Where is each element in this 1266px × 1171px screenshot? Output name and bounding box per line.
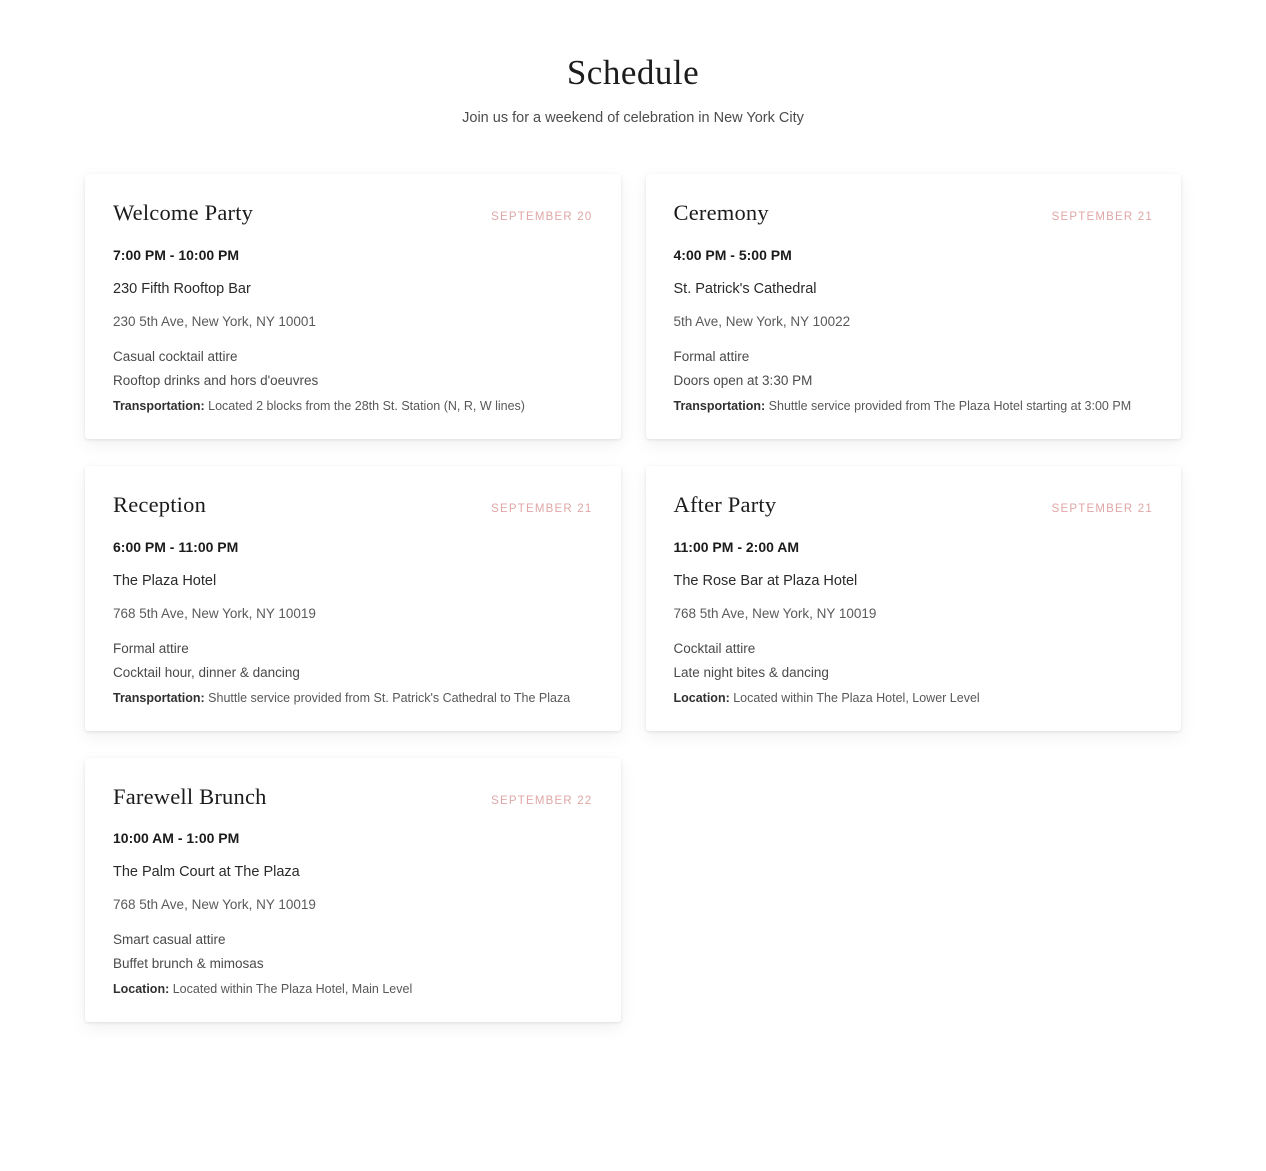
event-note-text: Shuttle service provided from St. Patrick's Cathedral to The Plaza <box>208 690 571 705</box>
event-card-header <box>113 785 593 810</box>
event-venue: The Rose Bar at Plaza Hotel <box>673 572 858 589</box>
event-card-reception <box>85 466 621 731</box>
event-detail: Rooftop drinks and hors d'oeuvres <box>113 372 319 388</box>
event-address: 768 5th Ave, New York, NY 10019 <box>673 605 877 621</box>
event-time: 4:00 PM - 5:00 PM <box>673 246 792 263</box>
event-time: 10:00 AM - 1:00 PM <box>113 830 240 847</box>
event-title: Welcome Party <box>113 200 254 225</box>
page-subtitle: Join us for a weekend of celebration in New York City <box>462 110 804 126</box>
event-note-text: Shuttle service provided from The Plaza Hotel starting at 3:00 PM <box>768 398 1132 413</box>
event-attire: Formal attire <box>673 348 750 364</box>
event-card-after-party <box>646 466 1182 731</box>
event-attire: Smart casual attire <box>113 932 226 948</box>
page-title: Schedule <box>566 53 700 92</box>
event-detail: Buffet brunch & mimosas <box>113 956 264 972</box>
event-note-text: Located within The Plaza Hotel, Lower Level <box>733 690 980 705</box>
event-note-text: Located within The Plaza Hotel, Main Level <box>172 982 413 997</box>
event-address: 5th Ave, New York, NY 10022 <box>673 313 851 329</box>
event-date: SEPTEMBER 21 <box>491 502 593 515</box>
event-note-label: Transportation: <box>113 690 205 705</box>
event-note <box>674 691 1154 705</box>
event-attire: Cocktail attire <box>673 640 756 656</box>
event-title: Ceremony <box>673 200 769 225</box>
event-card-header <box>113 201 593 226</box>
event-note-text: Located 2 blocks from the 28th St. Station (N, R, W lines) <box>208 398 525 413</box>
event-card-welcome-party <box>85 174 621 439</box>
event-note-label: Location: <box>673 690 730 705</box>
event-note <box>674 399 1154 413</box>
event-note-label: Transportation: <box>673 398 766 413</box>
event-attire: Formal attire <box>113 640 189 656</box>
event-time: 7:00 PM - 10:00 PM <box>113 246 240 263</box>
event-card-header <box>113 493 593 518</box>
event-note-label: Location: <box>113 982 170 997</box>
event-card-farewell-brunch <box>85 758 621 1023</box>
event-time: 11:00 PM - 2:00 AM <box>673 538 800 555</box>
event-address: 230 5th Ave, New York, NY 10001 <box>113 313 316 329</box>
schedule-grid <box>85 174 1181 1022</box>
event-venue: The Palm Court at The Plaza <box>113 864 300 881</box>
event-venue: 230 Fifth Rooftop Bar <box>113 280 251 297</box>
event-venue: St. Patrick's Cathedral <box>673 280 817 297</box>
event-note-label: Transportation: <box>113 398 205 413</box>
event-note <box>113 399 593 413</box>
event-address: 768 5th Ave, New York, NY 10019 <box>113 897 316 913</box>
event-note <box>113 691 593 705</box>
event-card-header <box>674 493 1154 518</box>
event-time: 6:00 PM - 11:00 PM <box>113 538 239 555</box>
event-note <box>113 982 593 996</box>
event-date: SEPTEMBER 21 <box>1051 502 1153 515</box>
event-title: Reception <box>113 491 207 517</box>
event-title: Farewell Brunch <box>113 783 267 809</box>
event-title: After Party <box>673 491 777 517</box>
event-date: SEPTEMBER 22 <box>491 794 593 807</box>
event-detail: Late night bites & dancing <box>673 664 829 680</box>
event-venue: The Plaza Hotel <box>113 572 217 589</box>
event-card-ceremony <box>646 174 1182 439</box>
event-card-header <box>674 201 1154 226</box>
event-date: SEPTEMBER 21 <box>1051 211 1153 223</box>
event-detail: Cocktail hour, dinner & dancing <box>113 664 300 680</box>
event-address: 768 5th Ave, New York, NY 10019 <box>113 605 316 621</box>
event-detail: Doors open at 3:30 PM <box>673 372 813 388</box>
event-date: SEPTEMBER 20 <box>491 211 593 223</box>
event-attire: Casual cocktail attire <box>113 348 238 364</box>
